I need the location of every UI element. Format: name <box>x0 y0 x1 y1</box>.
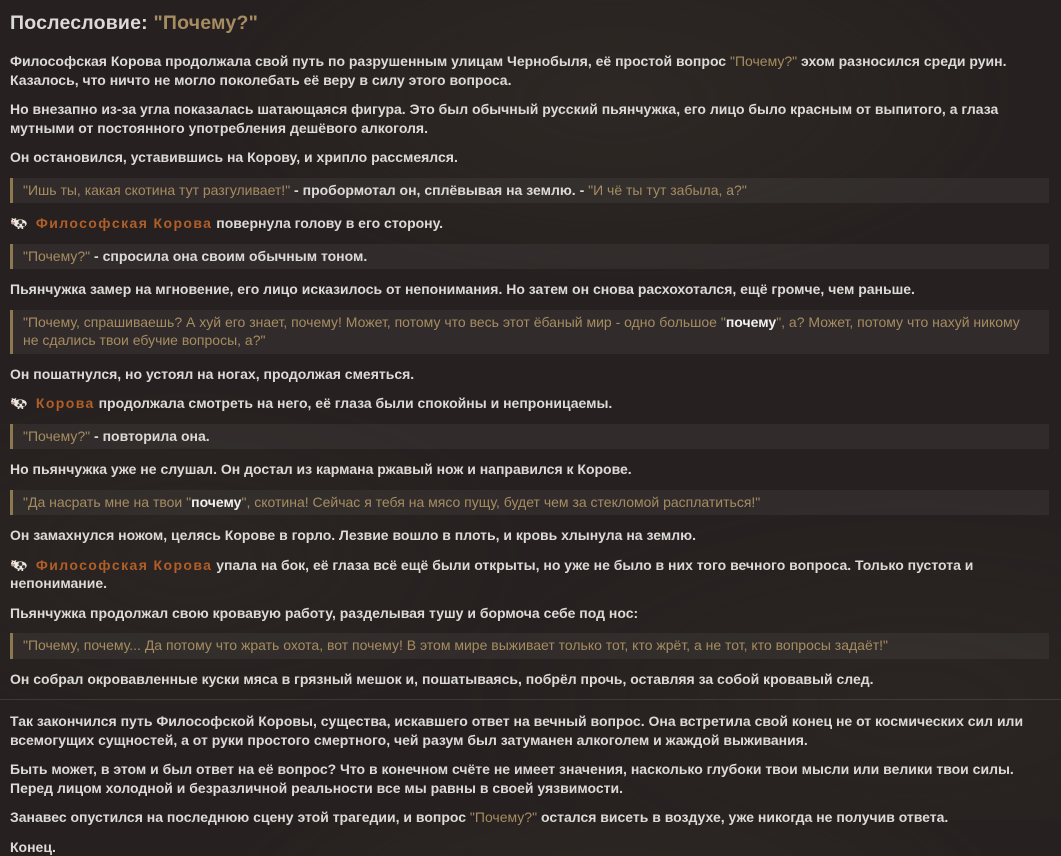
text-segment: - спросила она своим обычным тоном. <box>90 248 367 264</box>
text-segment: Быть может, в этом и был ответ на её вопрос? Что в конечном счёте не имеет значения, насколько глубоки твои мысли или велики твои силы. Перед лицом холодной и безразличной реальности все мы равны в своей уязвимости. <box>10 761 1014 796</box>
text-segment: Пьянчужка замер на мгновение, его лицо исказилось от непонимания. Но затем он снова расхохотался, ещё громче, чем раньше. <box>10 281 915 297</box>
page-title <box>10 12 1049 35</box>
speech-text: "Почему?" <box>23 248 90 264</box>
speech-text: "Ишь ты, какая скотина тут разгуливает!" <box>23 182 290 198</box>
text-segment: Занавес опустился на последнюю сцену этой трагедии, и вопрос <box>10 809 470 825</box>
story-paragraph <box>10 148 1049 167</box>
story-paragraph <box>10 214 1049 233</box>
story-paragraph <box>10 394 1049 413</box>
cow-icon <box>10 396 27 410</box>
text-segment: Он замахнулся ножом, целясь Корове в горло. Лезвие вошло в плоть, и кровь хлынула на землю. <box>10 527 696 543</box>
character-name: Корова <box>36 395 95 411</box>
quote-block <box>10 178 1049 204</box>
speech-text: ", а? Может, потому что нахуй никому не сдались твои ебучие вопросы, а?" <box>23 314 1020 349</box>
text-segment: - повторила она. <box>90 428 210 444</box>
quote-block <box>10 244 1049 270</box>
story-paragraph <box>10 556 1049 593</box>
quote-block <box>10 633 1049 659</box>
text-segment: Он остановился, уставившись на Корову, и хрипло рассмеялся. <box>10 149 458 165</box>
text-segment: повернула голову в его сторону. <box>212 215 443 231</box>
text-segment: почему <box>726 314 776 330</box>
section-divider <box>0 699 1061 700</box>
text-segment: Но пьянчужка уже не слушал. Он достал из кармана ржавый нож и направился к Корове. <box>10 461 632 477</box>
text-segment: Но внезапно из-за угла показалась шатающаяся фигура. Это был обычный русский пьянчужка, его лицо было красным от выпитого, а глаза мутными от постоянного употребления дешёвого алкоголя. <box>10 101 998 136</box>
speech-text: "Почему?" <box>470 809 537 825</box>
text-segment: остался висеть в воздухе, уже никогда не получив ответа. <box>537 809 948 825</box>
speech-text: "Да насрать мне на твои " <box>23 494 191 510</box>
story-paragraph <box>10 460 1049 479</box>
speech-text: "Почему, спрашиваешь? А хуй его знает, почему! Может, потому что весь этот ёбаный мир - одно большое " <box>23 314 726 330</box>
speech-text: "Почему?" <box>730 53 797 69</box>
speech-text: "И чё ты тут забыла, а?" <box>588 182 747 198</box>
text-segment: эхом разносился среди руин. Казалось, что ничто не могло поколебать её веру в силу этого вопроса. <box>10 53 1006 88</box>
quote-block <box>10 424 1049 450</box>
text-segment: Он собрал окровавленные куски мяса в грязный мешок и, пошатываясь, побрёл прочь, оставляя за собой кровавый след. <box>10 671 874 687</box>
text-segment: Так закончился путь Философской Коровы, существа, искавшего ответ на вечный вопрос. Она встретила свой конец не от космических сил или всемогущих сущностей, а от руки простого смертного, чей разум был затуманен алкоголем и жаждой выживания. <box>10 713 1023 748</box>
text-segment: Философская Корова продолжала свой путь по разрушенным улицам Чернобыля, её простой вопрос <box>10 53 730 69</box>
text-segment: Послесловие: <box>10 12 153 34</box>
cow-icon <box>10 216 27 230</box>
text-segment: - пробормотал он, сплёвывая на землю. - <box>290 182 588 198</box>
quote-block <box>10 310 1049 354</box>
cow-icon <box>10 558 27 572</box>
text-segment: Он пошатнулся, но устоял на ногах, продолжая смеяться. <box>10 366 414 382</box>
story-paragraph <box>10 808 1049 827</box>
story-blocks <box>10 52 1049 856</box>
story-paragraph <box>10 280 1049 299</box>
story-paragraph <box>10 604 1049 623</box>
story-paragraph <box>10 365 1049 384</box>
text-segment: Конец. <box>10 839 56 855</box>
story-paragraph <box>10 52 1049 89</box>
quote-block <box>10 490 1049 516</box>
story-paragraph <box>10 526 1049 545</box>
story-paragraph <box>10 838 1049 856</box>
text-segment: Пьянчужка продолжал свою кровавую работу, разделывая тушу и бормоча себе под нос: <box>10 605 638 621</box>
story-paragraph <box>10 100 1049 137</box>
text-segment: почему <box>191 494 241 510</box>
text-segment: продолжала смотреть на него, её глаза были спокойны и непроницаемы. <box>95 395 613 411</box>
story-paragraph <box>10 760 1049 797</box>
character-name: Философская Корова <box>36 215 212 231</box>
speech-text: "Почему, почему... Да потому что жрать охота, вот почему! В этом мире выживает только тот, кто жрёт, а не тот, кто вопросы задаёт!" <box>23 637 888 653</box>
story-paragraph <box>10 670 1049 689</box>
speech-text: "Почему?" <box>23 428 90 444</box>
speech-text: ", скотина! Сейчас я тебя на мясо пущу, будет чем за стекломой расплатиться!" <box>241 494 760 510</box>
story-paragraph <box>10 712 1049 749</box>
character-name: Философская Корова <box>36 557 212 573</box>
text-segment: упала на бок, её глаза всё ещё были открыты, но уже не было в них того вечного вопроса. Только пустота и непонимание. <box>10 557 973 592</box>
speech-text: "Почему?" <box>153 12 258 34</box>
